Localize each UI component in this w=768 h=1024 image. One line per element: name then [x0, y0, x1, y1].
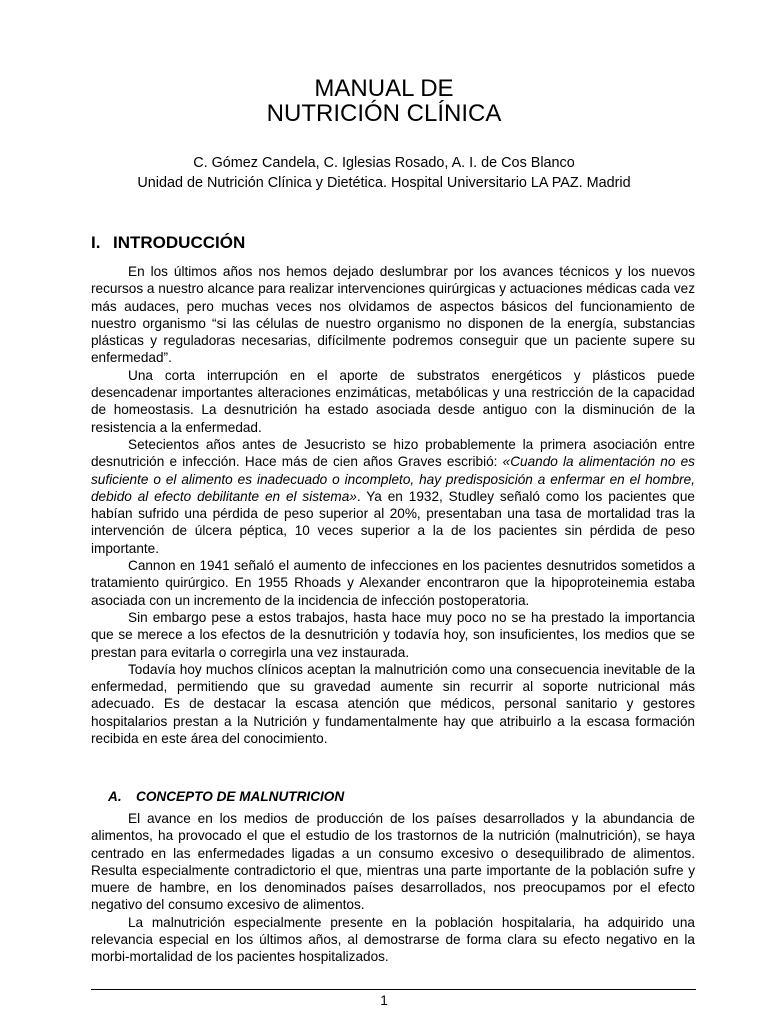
- page-number: 1: [380, 993, 388, 1008]
- subsection-title: CONCEPTO DE MALNUTRICION: [136, 789, 345, 804]
- concepto-body: [91, 810, 695, 966]
- paragraph: [91, 436, 695, 557]
- paragraph: Cannon en 1941 señaló el aumento de infecciones en los pacientes desnutridos sometidos a tratamiento quirúrgico. En 1955 Rhoads y Alexander encontraron que la hipoproteinemia estaba asociada con un incremento de la incidencia de infección postoperatoria.: [91, 558, 695, 608]
- subsection-number: A.: [108, 789, 122, 804]
- paragraph-text: . Ya en 1932, Studley señaló como los pacientes que habían sufrido una pérdida de peso superior al 20%, presentaban una tasa de mortalidad tras la intervención de úlcera péptica, 10 veces superior a la de los pacientes sin pérdida de peso importante.: [91, 488, 695, 556]
- introduccion-body: [91, 263, 695, 747]
- paragraph: [91, 367, 695, 436]
- subsection-heading-concepto: [108, 789, 344, 804]
- paragraph: El avance en los medios de producción de los países desarrollados y la abundancia de alimentos, ha provocado el que el estudio de los trastornos de la nutrición (malnutrición), se haya centrado en las enfermedades ligadas a un consumo excesivo o desequilibrado de alimentos. Resulta especialmente contradictorio el que, mientras una parte importante de la población sufre y muere de hambre, en los denominados países desarrollados, nos preocupamos por el efecto negativo del consumo excesivo de alimentos.: [91, 811, 695, 913]
- paragraph-text: Una corta interrupción en el aporte de substratos energéticos y plásticos puede desencadenar importantes alteraciones enzimáticas, metabólicas y una restricción de la capacidad de homeostasis. La desnutrición ha estado asociada desde antiguo con la disminución de la resistencia a la enfermedad.: [91, 367, 695, 435]
- graves-quote: «Cuando la alimentación no es suficiente o el alimento es inadecuado o incompleto, hay predisposición a enfermar en el hombre, debido al efecto debilitante en el sistema»: [91, 454, 695, 504]
- paragraph-text: Setecientos años antes de Jesucristo se hizo probablemente la primera asociación entre desnutrición e infección. Hace más de cien años Graves escribió:: [91, 436, 695, 470]
- author-affiliation: Unidad de Nutrición Clínica y Dietética. Hospital Universitario LA PAZ. Madrid: [137, 175, 631, 191]
- section-number: I.: [91, 233, 101, 252]
- section-heading-introduccion: [91, 233, 245, 253]
- section-title: INTRODUCCIÓN: [113, 233, 246, 252]
- footer-divider: [91, 989, 696, 990]
- author-names: C. Gómez Candela, C. Iglesias Rosado, A. I. de Cos Blanco: [193, 155, 575, 171]
- document-title-line2: NUTRICIÓN CLÍNICA: [266, 100, 502, 127]
- paragraph: Sin embargo pese a estos trabajos, hasta hace muy poco no se ha prestado la importancia que se merece a los efectos de la desnutrición y todavía hoy, son insuficientes, los medios que se prestan para evitarla o corregirla una vez instaurada.: [91, 609, 695, 660]
- paragraph: La malnutrición especialmente presente en la población hospitalaria, ha adquirido una relevancia especial en los últimos años, al demostrarse de forma clara su efecto negativo en la morbi-mortalidad de los pacientes hospitalizados.: [91, 914, 695, 965]
- paragraph: En los últimos años nos hemos dejado deslumbrar por los avances técnicos y los nuevos recursos a nuestro alcance para realizar intervenciones quirúrgicas y actuaciones médicas cada vez más audaces, pero muchas veces nos olvidamos de aspectos básicos del funcionamiento de nuestro organismo “si las células de nuestro organismo no disponen de la energía, substancias plásticas y reguladoras necesarias, difícilmente podremos conseguir que un paciente supere su enfermedad”.: [91, 264, 695, 366]
- paragraph: Todavía hoy muchos clínicos aceptan la malnutrición como una consecuencia inevitable de la enfermedad, permitiendo que su gravedad aumente sin recurrir al soporte nutricional más adecuado. Es de destacar la escasa atención que médicos, personal sanitario y gestores hospitalarios prestan a la Nutrición y fundamentalmente hay que atribuirlo a la escasa formación recibida en este área del conocimiento.: [91, 661, 695, 747]
- document-title-line1: MANUAL DE: [314, 75, 454, 102]
